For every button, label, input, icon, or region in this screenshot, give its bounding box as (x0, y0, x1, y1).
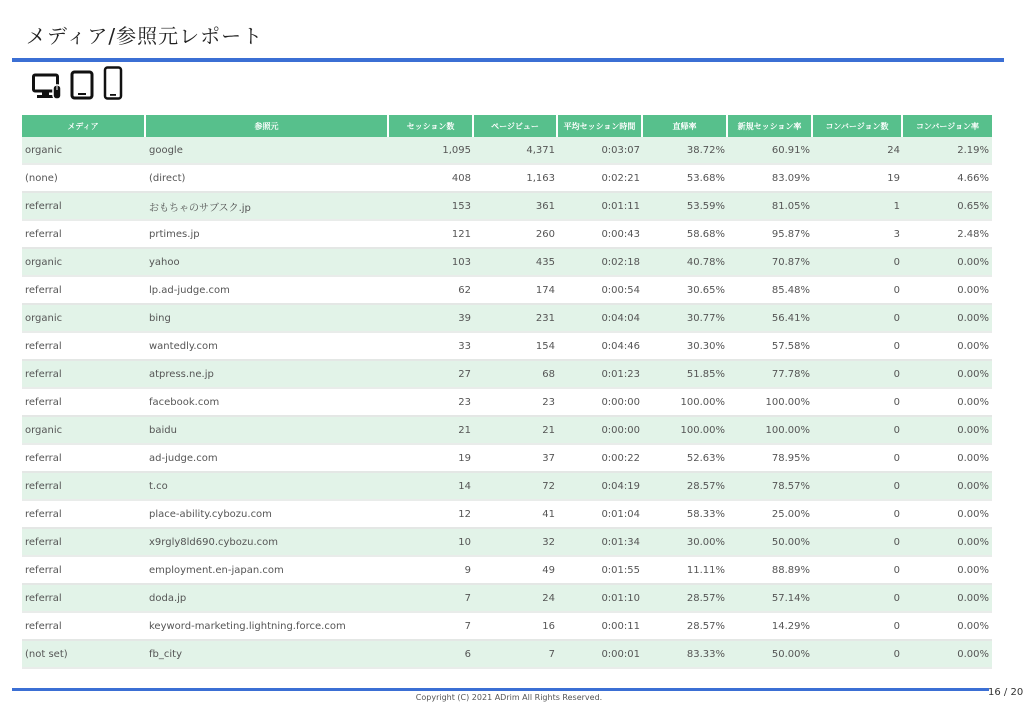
conversions-cell: 0 (813, 613, 903, 641)
conversions-cell: 0 (813, 333, 903, 361)
col-avg-session-time: 平均セッション時間 (558, 115, 643, 137)
sessions-cell: 21 (389, 417, 474, 445)
new-session-rate-cell: 85.48% (728, 277, 813, 305)
desktop-icon (32, 72, 62, 100)
sessions-cell: 62 (389, 277, 474, 305)
conversions-cell: 19 (813, 165, 903, 193)
conversion-rate-cell: 0.00% (903, 305, 992, 333)
col-source: 参照元 (146, 115, 389, 137)
table-row (22, 529, 992, 557)
conversions-cell: 0 (813, 641, 903, 669)
avg-time-cell: 0:00:43 (558, 221, 643, 249)
sessions-cell: 6 (389, 641, 474, 669)
conversions-cell: 3 (813, 221, 903, 249)
conversion-rate-cell: 0.00% (903, 277, 992, 305)
avg-time-cell: 0:04:19 (558, 473, 643, 501)
new-session-rate-cell: 14.29% (728, 613, 813, 641)
sessions-cell: 1,095 (389, 137, 474, 165)
footer-divider (12, 688, 989, 691)
conversions-cell: 0 (813, 529, 903, 557)
table-row (22, 221, 992, 249)
col-media: メディア (22, 115, 146, 137)
table-row (22, 585, 992, 613)
source-cell: おもちゃのサブスク.jp (146, 193, 389, 221)
page-number: 16 / 20 (988, 687, 1024, 698)
pageviews-cell: 7 (474, 641, 558, 669)
tablet-icon (70, 70, 94, 100)
pageviews-cell: 1,163 (474, 165, 558, 193)
bounce-rate-cell: 30.00% (643, 529, 728, 557)
table-row (22, 557, 992, 585)
conversion-rate-cell: 0.00% (903, 333, 992, 361)
media-cell: organic (22, 305, 146, 333)
source-cell: wantedly.com (146, 333, 389, 361)
table-header-row (22, 115, 992, 137)
sessions-cell: 153 (389, 193, 474, 221)
source-cell: t.co (146, 473, 389, 501)
source-cell: facebook.com (146, 389, 389, 417)
table-row (22, 361, 992, 389)
pageviews-cell: 72 (474, 473, 558, 501)
table-row (22, 613, 992, 641)
new-session-rate-cell: 100.00% (728, 417, 813, 445)
avg-time-cell: 0:00:00 (558, 389, 643, 417)
table-row (22, 641, 992, 669)
conversions-cell: 0 (813, 277, 903, 305)
sessions-cell: 39 (389, 305, 474, 333)
bounce-rate-cell: 11.11% (643, 557, 728, 585)
conversions-cell: 0 (813, 417, 903, 445)
bounce-rate-cell: 30.77% (643, 305, 728, 333)
sessions-cell: 408 (389, 165, 474, 193)
conversion-rate-cell: 0.65% (903, 193, 992, 221)
conversion-rate-cell: 0.00% (903, 417, 992, 445)
source-cell: atpress.ne.jp (146, 361, 389, 389)
pageviews-cell: 68 (474, 361, 558, 389)
media-cell: referral (22, 585, 146, 613)
source-cell: bing (146, 305, 389, 333)
table-row (22, 501, 992, 529)
table-row (22, 165, 992, 193)
table-row (22, 137, 992, 165)
col-conversion-rate: コンバージョン率 (903, 115, 992, 137)
source-cell: ad-judge.com (146, 445, 389, 473)
sessions-cell: 14 (389, 473, 474, 501)
source-cell: fb_city (146, 641, 389, 669)
bounce-rate-cell: 30.30% (643, 333, 728, 361)
table-row (22, 389, 992, 417)
media-cell: organic (22, 137, 146, 165)
sessions-cell: 103 (389, 249, 474, 277)
conversions-cell: 0 (813, 445, 903, 473)
source-cell: lp.ad-judge.com (146, 277, 389, 305)
bounce-rate-cell: 52.63% (643, 445, 728, 473)
new-session-rate-cell: 83.09% (728, 165, 813, 193)
conversions-cell: 0 (813, 389, 903, 417)
media-cell: referral (22, 529, 146, 557)
new-session-rate-cell: 50.00% (728, 529, 813, 557)
avg-time-cell: 0:01:23 (558, 361, 643, 389)
conversions-cell: 0 (813, 585, 903, 613)
conversion-rate-cell: 0.00% (903, 641, 992, 669)
col-conversions: コンバージョン数 (813, 115, 903, 137)
media-cell: referral (22, 389, 146, 417)
sessions-cell: 23 (389, 389, 474, 417)
new-session-rate-cell: 60.91% (728, 137, 813, 165)
conversion-rate-cell: 0.00% (903, 613, 992, 641)
sessions-cell: 121 (389, 221, 474, 249)
avg-time-cell: 0:04:46 (558, 333, 643, 361)
source-cell: (direct) (146, 165, 389, 193)
pageviews-cell: 32 (474, 529, 558, 557)
new-session-rate-cell: 77.78% (728, 361, 813, 389)
avg-time-cell: 0:02:21 (558, 165, 643, 193)
source-cell: keyword-marketing.lightning.force.com (146, 613, 389, 641)
bounce-rate-cell: 51.85% (643, 361, 728, 389)
bounce-rate-cell: 40.78% (643, 249, 728, 277)
avg-time-cell: 0:00:01 (558, 641, 643, 669)
media-cell: organic (22, 417, 146, 445)
new-session-rate-cell: 88.89% (728, 557, 813, 585)
sessions-cell: 33 (389, 333, 474, 361)
sessions-cell: 27 (389, 361, 474, 389)
pageviews-cell: 231 (474, 305, 558, 333)
media-cell: referral (22, 445, 146, 473)
source-cell: x9rgly8ld690.cybozu.com (146, 529, 389, 557)
table-row (22, 473, 992, 501)
bounce-rate-cell: 53.59% (643, 193, 728, 221)
avg-time-cell: 0:01:55 (558, 557, 643, 585)
conversions-cell: 0 (813, 361, 903, 389)
bounce-rate-cell: 100.00% (643, 389, 728, 417)
source-cell: prtimes.jp (146, 221, 389, 249)
bounce-rate-cell: 58.33% (643, 501, 728, 529)
bounce-rate-cell: 28.57% (643, 473, 728, 501)
new-session-rate-cell: 57.58% (728, 333, 813, 361)
pageviews-cell: 435 (474, 249, 558, 277)
source-cell: doda.jp (146, 585, 389, 613)
device-icons (32, 66, 124, 100)
pageviews-cell: 361 (474, 193, 558, 221)
new-session-rate-cell: 25.00% (728, 501, 813, 529)
pageviews-cell: 37 (474, 445, 558, 473)
source-cell: yahoo (146, 249, 389, 277)
new-session-rate-cell: 78.95% (728, 445, 813, 473)
media-cell: referral (22, 277, 146, 305)
conversions-cell: 0 (813, 305, 903, 333)
source-cell: google (146, 137, 389, 165)
conversion-rate-cell: 2.48% (903, 221, 992, 249)
bounce-rate-cell: 100.00% (643, 417, 728, 445)
conversion-rate-cell: 0.00% (903, 557, 992, 585)
media-cell: referral (22, 501, 146, 529)
new-session-rate-cell: 50.00% (728, 641, 813, 669)
title-divider (12, 58, 1004, 62)
bounce-rate-cell: 83.33% (643, 641, 728, 669)
conversion-rate-cell: 2.19% (903, 137, 992, 165)
media-cell: referral (22, 193, 146, 221)
conversion-rate-cell: 0.00% (903, 389, 992, 417)
bounce-rate-cell: 58.68% (643, 221, 728, 249)
col-pageviews: ページビュー (474, 115, 558, 137)
avg-time-cell: 0:01:34 (558, 529, 643, 557)
sessions-cell: 19 (389, 445, 474, 473)
bounce-rate-cell: 38.72% (643, 137, 728, 165)
avg-time-cell: 0:00:00 (558, 417, 643, 445)
conversions-cell: 1 (813, 193, 903, 221)
avg-time-cell: 0:01:04 (558, 501, 643, 529)
table-row (22, 193, 992, 221)
media-cell: (not set) (22, 641, 146, 669)
bounce-rate-cell: 30.65% (643, 277, 728, 305)
source-cell: employment.en-japan.com (146, 557, 389, 585)
pageviews-cell: 16 (474, 613, 558, 641)
pageviews-cell: 260 (474, 221, 558, 249)
media-cell: referral (22, 333, 146, 361)
pageviews-cell: 21 (474, 417, 558, 445)
media-cell: organic (22, 249, 146, 277)
media-cell: referral (22, 361, 146, 389)
media-cell: referral (22, 221, 146, 249)
table-body (22, 137, 992, 669)
sessions-cell: 7 (389, 613, 474, 641)
page-title: メディア/参照元レポート (26, 24, 264, 48)
sessions-cell: 10 (389, 529, 474, 557)
bounce-rate-cell: 53.68% (643, 165, 728, 193)
bounce-rate-cell: 28.57% (643, 585, 728, 613)
media-cell: referral (22, 613, 146, 641)
table-row (22, 445, 992, 473)
smartphone-icon (102, 66, 124, 100)
new-session-rate-cell: 70.87% (728, 249, 813, 277)
pageviews-cell: 154 (474, 333, 558, 361)
new-session-rate-cell: 100.00% (728, 389, 813, 417)
new-session-rate-cell: 95.87% (728, 221, 813, 249)
avg-time-cell: 0:00:54 (558, 277, 643, 305)
sessions-cell: 7 (389, 585, 474, 613)
conversion-rate-cell: 0.00% (903, 501, 992, 529)
table-row (22, 417, 992, 445)
avg-time-cell: 0:01:11 (558, 193, 643, 221)
media-cell: referral (22, 557, 146, 585)
media-cell: (none) (22, 165, 146, 193)
conversions-cell: 0 (813, 249, 903, 277)
table-row (22, 333, 992, 361)
pageviews-cell: 41 (474, 501, 558, 529)
conversion-rate-cell: 4.66% (903, 165, 992, 193)
media-referrer-table (22, 115, 992, 669)
avg-time-cell: 0:03:07 (558, 137, 643, 165)
conversions-cell: 0 (813, 557, 903, 585)
source-cell: baidu (146, 417, 389, 445)
col-sessions: セッション数 (389, 115, 474, 137)
copyright-text: Copyright (C) 2021 ADrim All Rights Reserved. (415, 693, 603, 702)
conversion-rate-cell: 0.00% (903, 445, 992, 473)
conversion-rate-cell: 0.00% (903, 361, 992, 389)
sessions-cell: 9 (389, 557, 474, 585)
conversions-cell: 0 (813, 501, 903, 529)
conversions-cell: 0 (813, 473, 903, 501)
sessions-cell: 12 (389, 501, 474, 529)
pageviews-cell: 23 (474, 389, 558, 417)
col-bounce-rate: 直帰率 (643, 115, 728, 137)
conversion-rate-cell: 0.00% (903, 529, 992, 557)
table-row (22, 305, 992, 333)
new-session-rate-cell: 81.05% (728, 193, 813, 221)
pageviews-cell: 49 (474, 557, 558, 585)
pageviews-cell: 4,371 (474, 137, 558, 165)
avg-time-cell: 0:00:11 (558, 613, 643, 641)
media-cell: referral (22, 473, 146, 501)
source-cell: place-ability.cybozu.com (146, 501, 389, 529)
new-session-rate-cell: 56.41% (728, 305, 813, 333)
conversion-rate-cell: 0.00% (903, 473, 992, 501)
avg-time-cell: 0:00:22 (558, 445, 643, 473)
pageviews-cell: 174 (474, 277, 558, 305)
conversion-rate-cell: 0.00% (903, 585, 992, 613)
avg-time-cell: 0:02:18 (558, 249, 643, 277)
avg-time-cell: 0:01:10 (558, 585, 643, 613)
table-row (22, 249, 992, 277)
new-session-rate-cell: 57.14% (728, 585, 813, 613)
col-new-session-rate: 新規セッション率 (728, 115, 813, 137)
avg-time-cell: 0:04:04 (558, 305, 643, 333)
new-session-rate-cell: 78.57% (728, 473, 813, 501)
table-row (22, 277, 992, 305)
pageviews-cell: 24 (474, 585, 558, 613)
conversion-rate-cell: 0.00% (903, 249, 992, 277)
bounce-rate-cell: 28.57% (643, 613, 728, 641)
conversions-cell: 24 (813, 137, 903, 165)
